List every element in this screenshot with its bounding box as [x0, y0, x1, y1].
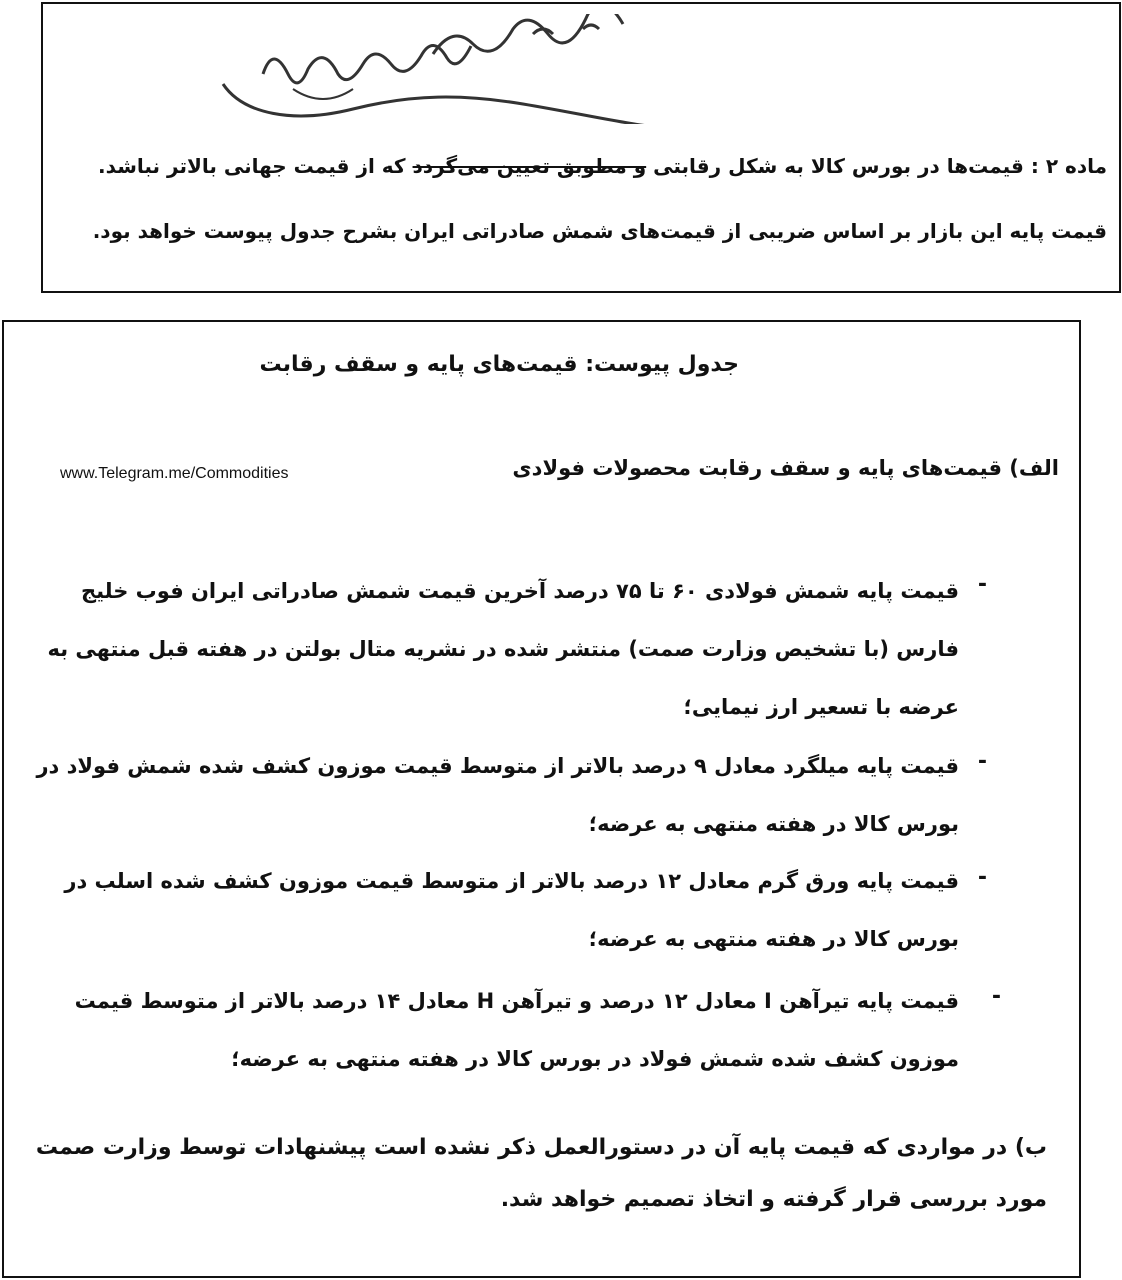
article-line-2: قیمت پایه این بازار بر اساس ضریبی از قیمت‌های شمش صادراتی ایران بشرح جدول پیوست خواهد بود.	[92, 219, 1107, 243]
appendix-title: جدول پیوست: قیمت‌های پایه و سقف رقابت	[259, 352, 739, 377]
article-struck-text: و مطوبق تعیین می‌گردد	[412, 154, 647, 178]
article-label: ماده ۲ :	[1030, 154, 1107, 178]
list-item-3: قیمت پایه ورق گرم معادل ۱۲ درصد بالاتر از متوسط قیمت موزون کشف شده اسلب در بورس کالا در هفته منتهی به عرضه؛	[64, 869, 959, 951]
article-line-1-before: قیمت‌ها در بورس کالا به شکل رقابتی	[653, 154, 1024, 178]
article-line-1-after: که از قیمت جهانی بالاتر نباشد.	[98, 154, 406, 178]
list-item-2: قیمت پایه میلگرد معادل ۹ درصد بالاتر از متوسط قیمت موزون کشف شده شمش فولاد در بورس کالا در هفته منتهی به عرضه؛	[36, 754, 959, 836]
bullet-3: -	[977, 865, 987, 890]
appendix-box	[2, 320, 1081, 1278]
bullet-1: -	[977, 572, 987, 597]
list-item-1: قیمت پایه شمش فولادی ۶۰ تا ۷۵ درصد آخرین قیمت شمش صادراتی ایران فوب خلیج فارس (با تشخیص وزارت صمت) منتشر شده در نشریه متال بولتن در هفته قبل منتهی به عرضه با تسعیر ارز نیمایی؛	[47, 579, 959, 719]
bullet-4: -	[991, 984, 1001, 1009]
article-line-1	[61, 154, 1107, 178]
telegram-watermark: www.Telegram.me/Commodities	[60, 465, 289, 482]
section-a-title: الف) قیمت‌های پایه و سقف رقابت محصولات فولادی	[512, 456, 1059, 480]
bullet-2: -	[977, 749, 987, 774]
handwritten-signature	[203, 14, 723, 124]
article-box	[41, 2, 1121, 293]
section-b-text: ب) در مواردی که قیمت پایه آن در دستورالعمل ذکر نشده است پیشنهادات توسط وزارت صمت مورد بررسی قرار گرفته و اتخاذ تصمیم خواهد شد.	[35, 1135, 1047, 1212]
list-item-4: قیمت پایه تیرآهن I معادل ۱۲ درصد و تیرآهن H معادل ۱۴ درصد بالاتر از متوسط قیمت موزون کشف شده شمش فولاد در بورس کالا در هفته منتهی به عرضه؛	[74, 989, 959, 1071]
